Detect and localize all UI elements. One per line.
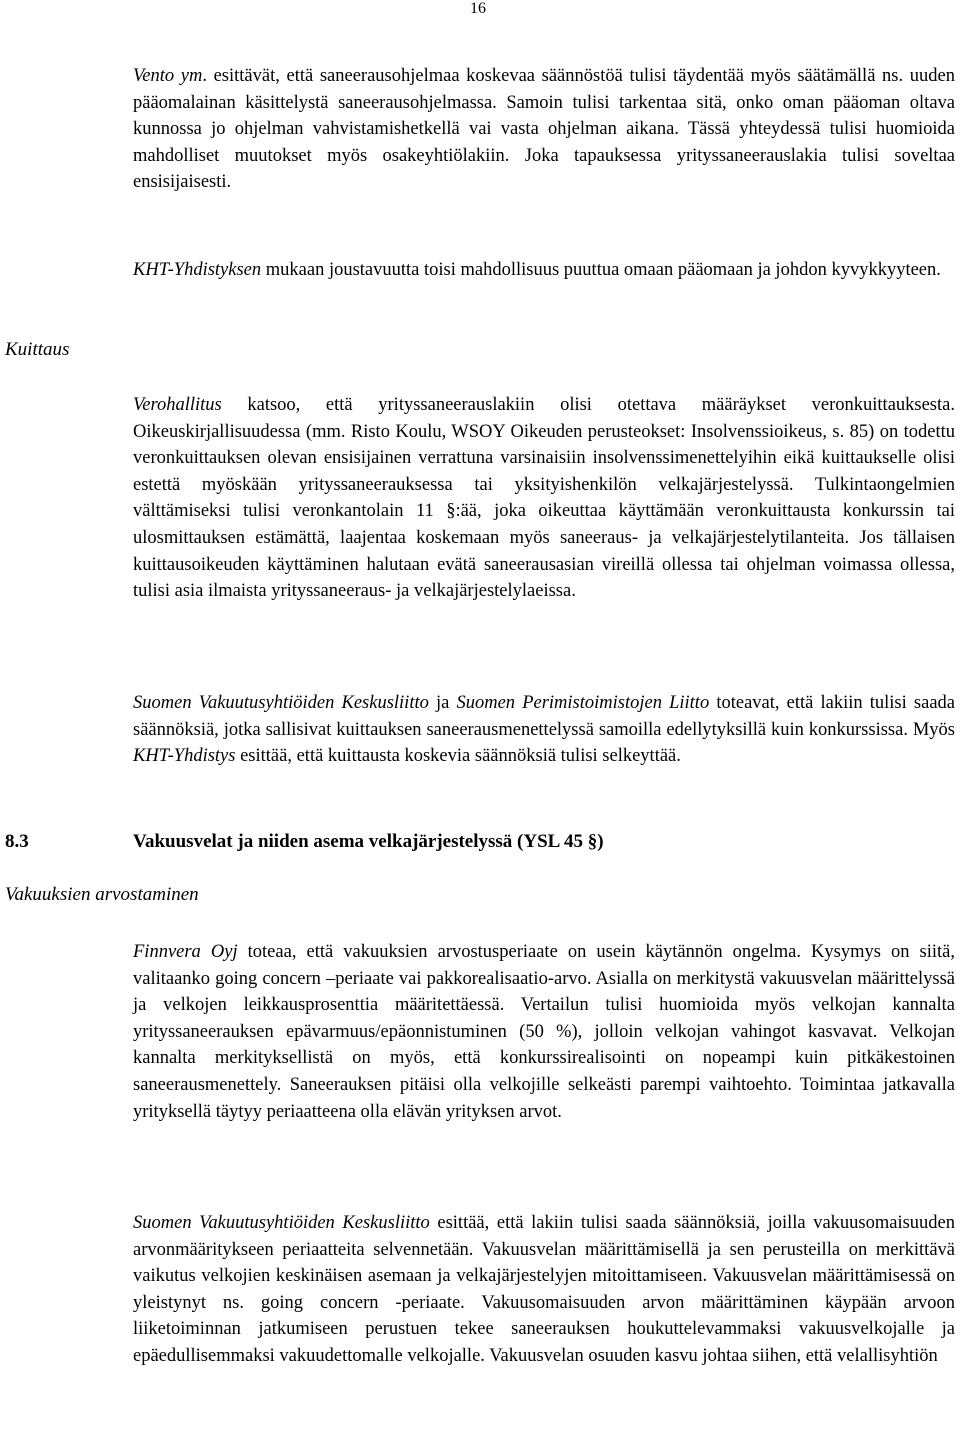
paragraph-svk-spl: Suomen Vakuutusyhtiöiden Keskusliitto ja Suomen Perimistoimistojen Liitto toteavat, että lakiin tulisi saada säännöksiä, jotka sallisivat kuittauksen saneerausmenettelyssä samoilla edellytyksillä kuin konkurssissa. Myös KHT-Yhdistys esittää, että kuittausta koskevia säännöksiä tulisi selkeyttää. [133,693,955,767]
author-name: Suomen Vakuutusyhtiöiden Keskusliitto [133,1213,430,1233]
author-name: Suomen Perimistoimistojen Liitto [456,693,710,713]
paragraph-text: toteaa, että vakuuksien arvostusperiaate on usein käytännön ongelma. Kysymys on siitä, valitaanko going concern –periaate vai pakkorealisaatio-arvo. Asialla on merkitystä vakuusvelan määrittelyssä ja velkojen leikkausprosenttia määritettäessä. Vertailun tulisi huomioida myös velkojan kannalta yrityssaneerauksen epävarmuus/epäonnistuminen (50 %), jolloin velkojan vahingot kasvavat. Velkojan kannalta merkityksellistä on myös, että konkurssirealisointi on nopeampi kuin pitkäkestoinen saneerausmenettely. Saneerauksen pitäisi olla velkojille selkeästi parempi vaihtoehto. Toimintaa jatkavalla yrityksellä täytyy periaatteena olla elävän yrityksen arvot. [133,942,955,1122]
author-name: Verohallitus [133,395,222,415]
paragraph-text: katsoo, että yrityssaneerauslakiin olisi otettava määräykset veronkuittauksesta. Oikeuskirjallisuudessa (mm. Risto Koulu, WSOY Oikeuden perusteokset: Insolvenssioikeus, s. 85) on todettu veronkuittauksen olevan ensisijainen verrattuna varsinaisiin insolvenssimenettelyihin eikä kuittaukselle olisi estettä myöskään yrityssaneerauksessa tai yksityishenkilön velkajärjestelyssä. Tulkintaongelmien välttämiseksi tulisi veronkantolain 11 §:ää, joka oikeuttaa käyttämään veronkuittausta konkurssin tai ulosmittauksen estämättä, laajentaa koskemaan myös saneeraus- ja velkajärjestelytilanteita. Jos tällaisen kuittausoikeuden käyttäminen halutaan evätä saneerausasian vireillä ollessa tai ohjelman voimassa ollessa, tulisi asia ilmaista yrityssaneeraus- ja velkajärjestelylaeissa. [133,395,955,602]
paragraph-text: mukaan joustavuutta toisi mahdollisuus puuttua omaan pääomaan ja johdon kyvykkyyteen. [261,260,941,280]
page-number: 16 [470,0,486,17]
author-name: Suomen Vakuutusyhtiöiden Keskusliitto [133,693,429,713]
paragraph-text: . esittävät, että saneerausohjelmaa koskevaa säännöstöä tulisi täydentää myös säätämällä ns. uuden pääomalainan käsittelystä saneerausohjelmassa. Samoin tulisi tarkentaa sitä, onko oman pääoman oltava kunnossa jo ohjelman vahvistamishetkellä vai vasta ohjelman aikana. Tässä yhteydessä tulisi huomioida mahdolliset muutokset myös osakeyhtiölakiin. Joka tapauksessa yrityssaneerauslakia tulisi soveltaa ensisijaisesti. [133,66,955,193]
section-title: Vakuusvelat ja niiden asema velkajärjestelyssä (YSL 45 §) [133,831,604,852]
author-name: Finnvera Oyj [133,942,238,962]
author-name: KHT-Yhdistyksen [133,260,262,280]
side-label-vakuuksien: Vakuuksien arvostaminen [5,884,199,905]
section-number: 8.3 [5,831,29,852]
paragraph-finnvera [133,939,955,1125]
paragraph-svk [133,1210,955,1370]
paragraph-kht [133,257,955,284]
paragraph-verohallitus [133,392,955,605]
paragraph-vento [133,63,955,196]
side-label-kuittaus: Kuittaus [5,339,70,360]
paragraph-text: esittää, että lakiin tulisi saada säännöksiä, joilla vakuusomaisuuden arvonmääritykseen periaatteita selvennetään. Vakuusvelan määrittämisellä ja sen perusteilla on merkittävä vaikutus velkojien keskinäisen asemaan ja velkajärjestelyjen mitoittamiseen. Vakuusvelan määrittämisessä on yleistynyt ns. going concern -periaate. Vakuusomaisuuden arvon määrittäminen käypään arvoon liiketoiminnan jatkumiseen perustuen tekee saneerauksen houkuttelevammaksi vakuusvelkojalle ja epäedullisemmaksi vakuudettomalle velkojalle. Vakuusvelan osuuden kasvu johtaa siihen, että velallisyhtiön [133,1213,956,1366]
author-name: KHT-Yhdistys [133,746,236,767]
author-name: Vento ym [133,66,203,86]
